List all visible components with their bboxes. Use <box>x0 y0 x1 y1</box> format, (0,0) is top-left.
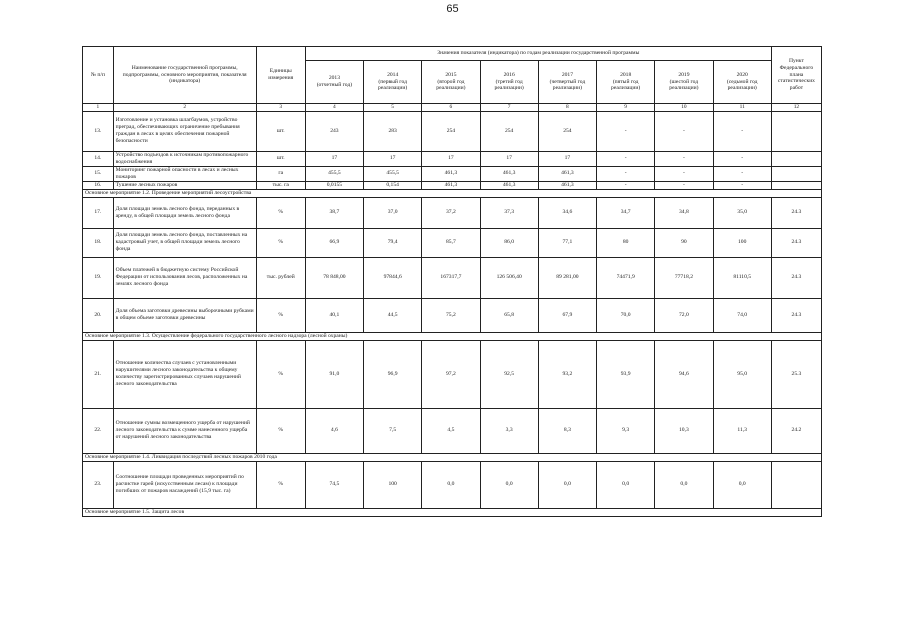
column-number: 5 <box>364 104 422 112</box>
indicator-name: Изготовление и установка шлагбаумов, устройство преград, обеспечивающих ограничение пребывания граждан в лесах в целях обеспечения пожарной безопасности <box>113 111 256 151</box>
table-row <box>83 166 822 181</box>
header-year-2018 <box>597 61 655 104</box>
value-cell: 10,3 <box>655 408 713 453</box>
value-cell: 66,9 <box>305 228 363 257</box>
table-row <box>83 461 822 508</box>
value-cell: 100 <box>713 228 771 257</box>
value-cell: 37,2 <box>422 197 480 228</box>
header-values-group: Значения показателя (индикатора) по годам реализации государственной программы <box>305 47 771 61</box>
value-cell: 74471,9 <box>597 257 655 298</box>
indicator-name: Доля площади земель лесного фонда, поставленных на кадастровый учет, в общей площади земель лесного фонда <box>113 228 256 257</box>
value-cell: 35,0 <box>713 197 771 228</box>
value-cell: 97844,6 <box>364 257 422 298</box>
header-name: Наименование государственной программы, подпрограммы, основного мероприятия, показателя (индикатора) <box>113 47 256 104</box>
unit: % <box>256 197 305 228</box>
value-cell: 4,5 <box>422 408 480 453</box>
year-label: (седьмой год реализации) <box>726 78 758 92</box>
value-cell: 0,0155 <box>305 181 363 189</box>
table-row <box>83 340 822 408</box>
table-row <box>83 228 822 257</box>
row-number: 14. <box>83 151 114 166</box>
value-cell: 67,9 <box>538 298 596 332</box>
header-unit: Единицы измерения <box>256 47 305 104</box>
indicator-name: Доля площади земель лесного фонда, переданных в аренду, в общей площади земель лесного фонда <box>113 197 256 228</box>
value-cell: 17 <box>480 151 538 166</box>
unit: % <box>256 461 305 508</box>
value-cell: 4,6 <box>305 408 363 453</box>
unit: тыс. рублей <box>256 257 305 298</box>
year-value: 2014 <box>387 71 399 78</box>
header-year-2019 <box>655 61 713 104</box>
year-label: (отчетный год) <box>316 82 353 88</box>
value-cell: - <box>597 166 655 181</box>
column-number: 9 <box>597 104 655 112</box>
section-title: Основное мероприятие 1.4. Ликвидация последствий лесных пожаров 2010 года <box>83 453 822 461</box>
section-row <box>83 332 822 340</box>
value-cell: 93,2 <box>538 340 596 408</box>
value-cell: 126 506,40 <box>480 257 538 298</box>
value-cell: 3,3 <box>480 408 538 453</box>
table-row <box>83 197 822 228</box>
plan-item: 24.3 <box>771 298 821 332</box>
value-cell: 455,5 <box>305 166 363 181</box>
value-cell: 7,5 <box>364 408 422 453</box>
column-number: 6 <box>422 104 480 112</box>
value-cell: 243 <box>305 111 363 151</box>
value-cell: 72,0 <box>655 298 713 332</box>
value-cell: 254 <box>422 111 480 151</box>
unit: % <box>256 408 305 453</box>
row-number: 23. <box>83 461 114 508</box>
unit: га <box>256 166 305 181</box>
row-number: 21. <box>83 340 114 408</box>
value-cell: 65,8 <box>480 298 538 332</box>
row-number: 17. <box>83 197 114 228</box>
value-cell: 92,5 <box>480 340 538 408</box>
value-cell: 461,3 <box>538 181 596 189</box>
value-cell: 17 <box>364 151 422 166</box>
value-cell: 167317,7 <box>422 257 480 298</box>
row-number: 13. <box>83 111 114 151</box>
value-cell: 254 <box>538 111 596 151</box>
row-number: 16. <box>83 181 114 189</box>
header-year-2017 <box>538 61 596 104</box>
table-row <box>83 298 822 332</box>
value-cell: 81110,5 <box>713 257 771 298</box>
value-cell: 97,2 <box>422 340 480 408</box>
plan-item: 25.3 <box>771 340 821 408</box>
table-row <box>83 181 822 189</box>
indicator-name: Отношение суммы возмещенного ущерба от нарушений лесного законодательства к сумме нанесенного ущерба от нарушений лесного законодательства <box>113 408 256 453</box>
value-cell: 96,9 <box>364 340 422 408</box>
year-label: (третий год реализации) <box>494 78 524 92</box>
indicator-name: Устройство подъездов к источникам противопожарного водоснабжения <box>113 151 256 166</box>
value-cell: 34,7 <box>597 197 655 228</box>
indicator-name: Доля объема заготовки древесины выборочными рубками в общем объеме заготовки древесины <box>113 298 256 332</box>
section-row <box>83 453 822 461</box>
value-cell: 74,0 <box>713 298 771 332</box>
value-cell: - <box>713 181 771 189</box>
value-cell: - <box>597 111 655 151</box>
unit: % <box>256 228 305 257</box>
value-cell: 0,0 <box>480 461 538 508</box>
value-cell: 78 848,00 <box>305 257 363 298</box>
column-number: 12 <box>771 104 821 112</box>
value-cell: 74,5 <box>305 461 363 508</box>
value-cell: 17 <box>422 151 480 166</box>
plan-item <box>771 181 821 189</box>
year-label: (шестой год реализации) <box>669 78 699 92</box>
unit: тыс. га <box>256 181 305 189</box>
value-cell: 455,5 <box>364 166 422 181</box>
value-cell: 85,7 <box>422 228 480 257</box>
section-row <box>83 189 822 197</box>
value-cell: 70,0 <box>597 298 655 332</box>
table-row <box>83 111 822 151</box>
table-row <box>83 257 822 298</box>
year-value: 2020 <box>736 71 748 78</box>
value-cell: - <box>713 111 771 151</box>
plan-item <box>771 151 821 166</box>
value-cell: 44,5 <box>364 298 422 332</box>
value-cell: - <box>655 151 713 166</box>
value-cell: 37,3 <box>480 197 538 228</box>
row-number: 19. <box>83 257 114 298</box>
value-cell: 100 <box>364 461 422 508</box>
header-year-2013 <box>305 61 363 104</box>
value-cell: 93,9 <box>597 340 655 408</box>
header-year-2016 <box>480 61 538 104</box>
table-row <box>83 408 822 453</box>
value-cell: 79,4 <box>364 228 422 257</box>
value-cell: - <box>597 151 655 166</box>
value-cell: 94,6 <box>655 340 713 408</box>
value-cell: 461,3 <box>538 166 596 181</box>
row-number: 15. <box>83 166 114 181</box>
section-row <box>83 508 822 516</box>
value-cell: - <box>713 151 771 166</box>
header-year-2014 <box>364 61 422 104</box>
value-cell: 34,8 <box>655 197 713 228</box>
indicator-name: Тушение лесных пожаров <box>113 181 256 189</box>
value-cell: 461,3 <box>480 166 538 181</box>
year-value: 2019 <box>678 71 690 78</box>
value-cell: 77,1 <box>538 228 596 257</box>
year-label: (четвертый год реализации) <box>549 78 586 92</box>
year-label: (первый год реализации) <box>378 78 408 92</box>
plan-item <box>771 461 821 508</box>
value-cell: 0,0 <box>713 461 771 508</box>
plan-item <box>771 111 821 151</box>
column-number: 2 <box>113 104 256 112</box>
value-cell: 283 <box>364 111 422 151</box>
column-number: 11 <box>713 104 771 112</box>
unit: % <box>256 340 305 408</box>
column-number: 8 <box>538 104 596 112</box>
value-cell: 17 <box>305 151 363 166</box>
plan-item: 24.3 <box>771 228 821 257</box>
indicator-name: Отношение количества случаев с установленными нарушителями лесного законодательства к общему количеству зарегистрированных случаев нарушений лесного законодательства <box>113 340 256 408</box>
year-label: (пятый год реализации) <box>611 78 641 92</box>
value-cell: 37,0 <box>364 197 422 228</box>
column-number: 4 <box>305 104 363 112</box>
table-row <box>83 151 822 166</box>
indicator-name: Соотношение площади проведенных мероприятий по расчистке гарей (искусственным лесам) к площади погибших от пожаров насаждений (15,9 тыс. га) <box>113 461 256 508</box>
value-cell: 95,0 <box>713 340 771 408</box>
value-cell: 89 281,00 <box>538 257 596 298</box>
year-value: 2016 <box>503 71 515 78</box>
unit: шт. <box>256 151 305 166</box>
unit: % <box>256 298 305 332</box>
value-cell: 0,0 <box>422 461 480 508</box>
plan-item: 24.3 <box>771 257 821 298</box>
plan-item: 24.3 <box>771 197 821 228</box>
value-cell: 0,154 <box>364 181 422 189</box>
year-value: 2015 <box>445 71 457 78</box>
header-no: № п/п <box>83 47 114 104</box>
value-cell: 0,0 <box>655 461 713 508</box>
column-number: 1 <box>83 104 114 112</box>
value-cell: - <box>655 181 713 189</box>
value-cell: 254 <box>480 111 538 151</box>
value-cell: 77718,2 <box>655 257 713 298</box>
value-cell: 9,3 <box>597 408 655 453</box>
value-cell: - <box>713 166 771 181</box>
value-cell: - <box>655 166 713 181</box>
value-cell: - <box>655 111 713 151</box>
header-year-2020 <box>713 61 771 104</box>
row-number: 22. <box>83 408 114 453</box>
year-value: 2013 <box>328 75 340 82</box>
value-cell: - <box>597 181 655 189</box>
section-title: Основное мероприятие 1.3. Осуществление федерального государственного лесного надзора (лесной охраны) <box>83 332 822 340</box>
column-number: 7 <box>480 104 538 112</box>
value-cell: 38,7 <box>305 197 363 228</box>
header-plan: Пункт Федерального плана статистических работ <box>771 47 821 104</box>
value-cell: 86,0 <box>480 228 538 257</box>
value-cell: 90 <box>655 228 713 257</box>
indicator-name: Объем платежей в бюджетную систему Российской Федерации от использования лесов, расположенных на землях лесного фонда <box>113 257 256 298</box>
value-cell: 40,1 <box>305 298 363 332</box>
year-value: 2018 <box>620 71 632 78</box>
value-cell: 75,2 <box>422 298 480 332</box>
value-cell: 80 <box>597 228 655 257</box>
column-number: 10 <box>655 104 713 112</box>
value-cell: 461,3 <box>480 181 538 189</box>
header-year-2015 <box>422 61 480 104</box>
value-cell: 8,3 <box>538 408 596 453</box>
indicators-table <box>82 46 822 517</box>
indicator-name: Мониторинг пожарной опасности в лесах и лесных пожаров <box>113 166 256 181</box>
section-title: Основное мероприятие 1.5. Защита лесов <box>83 508 822 516</box>
value-cell: 0,0 <box>538 461 596 508</box>
section-title: Основное мероприятие 1.2. Проведение мероприятий лесоустройства <box>83 189 822 197</box>
value-cell: 461,3 <box>422 181 480 189</box>
year-label: (второй год реализации) <box>436 78 466 92</box>
unit: шт. <box>256 111 305 151</box>
plan-item <box>771 166 821 181</box>
value-cell: 0,0 <box>597 461 655 508</box>
value-cell: 461,3 <box>422 166 480 181</box>
plan-item: 24.2 <box>771 408 821 453</box>
row-number: 20. <box>83 298 114 332</box>
value-cell: 34,6 <box>538 197 596 228</box>
year-value: 2017 <box>561 71 573 78</box>
value-cell: 11,3 <box>713 408 771 453</box>
value-cell: 91,0 <box>305 340 363 408</box>
row-number: 18. <box>83 228 114 257</box>
value-cell: 17 <box>538 151 596 166</box>
page-number: 65 <box>446 3 459 15</box>
column-number: 3 <box>256 104 305 112</box>
